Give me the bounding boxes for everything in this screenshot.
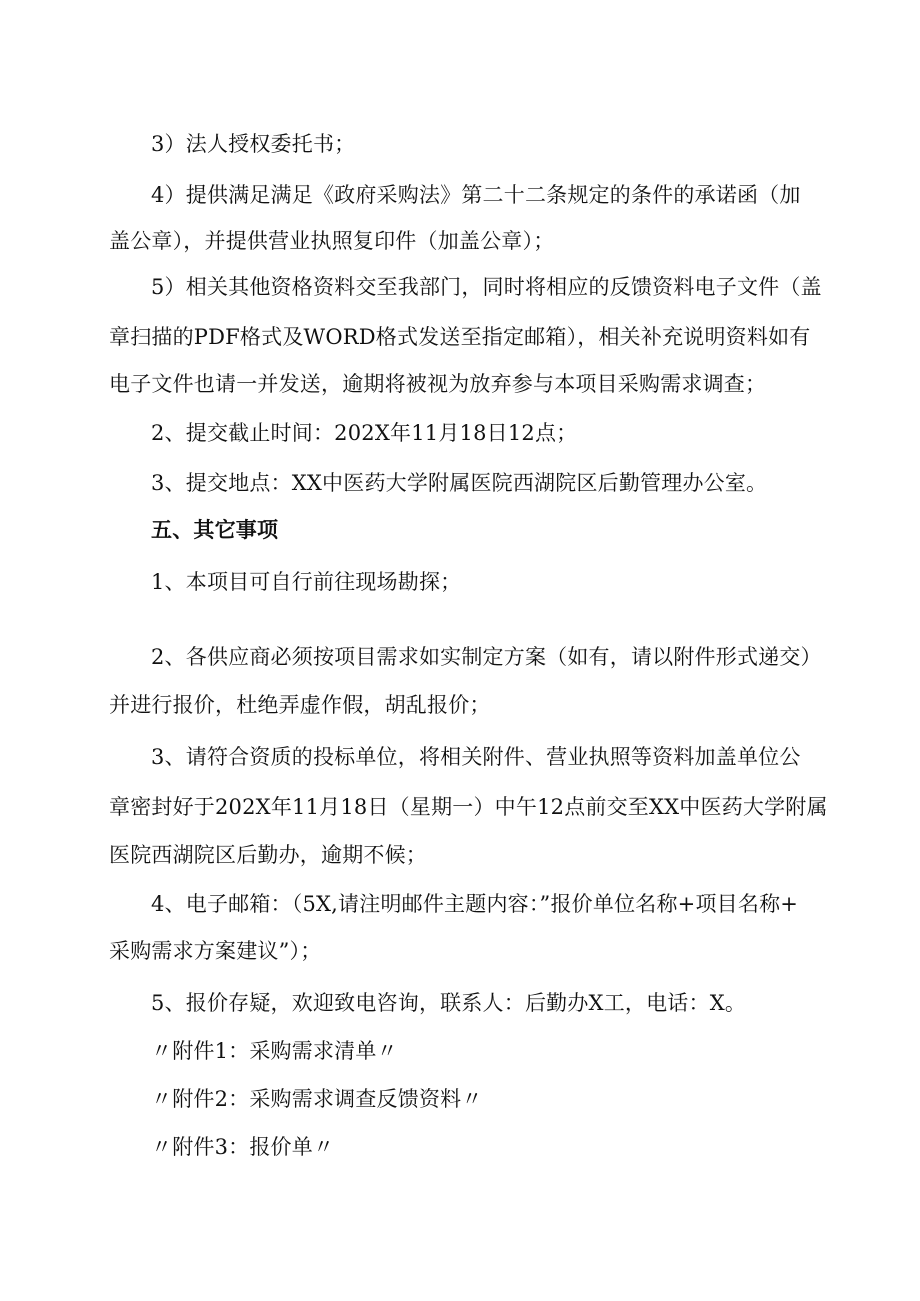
item-commitment-letter-line-2: 盖公章），并提供营业执照复印件（加盖公章）； bbox=[109, 229, 555, 253]
matter-proposal-line-1: 2、各供应商必须按项目需求如实制定方案（如有，请以附件形式递交） bbox=[151, 645, 822, 669]
matter-contact: 5、报价存疑，欢迎致电咨询，联系人：后勤办X工，电话：X。 bbox=[151, 991, 747, 1015]
item-commitment-letter-line-1: 4）提供满足满足《政府采购法》第二十二条规定的条件的承诺函（加 bbox=[151, 183, 801, 207]
item-other-materials-line-2: 章扫描的PDF格式及WORD格式发送至指定邮箱），相关补充说明资料如有 bbox=[109, 325, 811, 349]
matter-site-survey: 1、本项目可自行前往现场勘探； bbox=[151, 570, 462, 594]
submission-deadline: 2、提交截止时间：202X年11月18日12点； bbox=[151, 421, 578, 445]
attachment-2: 〃附件2：采购需求调查反馈资料〃 bbox=[151, 1087, 483, 1111]
attachment-3: 〃附件3：报价单〃 bbox=[151, 1135, 335, 1159]
matter-email-line-2: 采购需求方案建议”）； bbox=[109, 939, 322, 963]
matter-email-line-1: 4、电子邮箱：（5X,请注明邮件主题内容：”报价单位名称+项目名称+ bbox=[151, 892, 799, 916]
item-other-materials-line-3: 电子文件也请一并发送，逾期将被视为放弃参与本项目采购需求调查； bbox=[109, 372, 767, 396]
submission-location: 3、提交地点：XX中医药大学附属医院西湖院区后勤管理办公室。 bbox=[151, 471, 768, 495]
item-power-of-attorney: 3）法人授权委托书； bbox=[151, 132, 356, 156]
matter-sealed-submission-line-3: 医院西湖院区后勤办，逾期不候； bbox=[109, 843, 427, 867]
matter-sealed-submission-line-1: 3、请符合资质的投标单位，将相关附件、营业执照等资料加盖单位公 bbox=[151, 745, 801, 769]
matter-proposal-line-2: 并进行报价，杜绝弄虚作假，胡乱报价； bbox=[109, 693, 491, 717]
attachment-1: 〃附件1：采购需求清单〃 bbox=[151, 1039, 398, 1063]
item-other-materials-line-1: 5）相关其他资格资料交至我部门，同时将相应的反馈资料电子文件（盖 bbox=[151, 275, 822, 299]
matter-sealed-submission-line-2: 章密封好于202X年11月18日（星期一）中午12点前交至XX中医药大学附属 bbox=[109, 795, 828, 819]
section-heading-other-matters: 五、其它事项 bbox=[151, 517, 279, 542]
